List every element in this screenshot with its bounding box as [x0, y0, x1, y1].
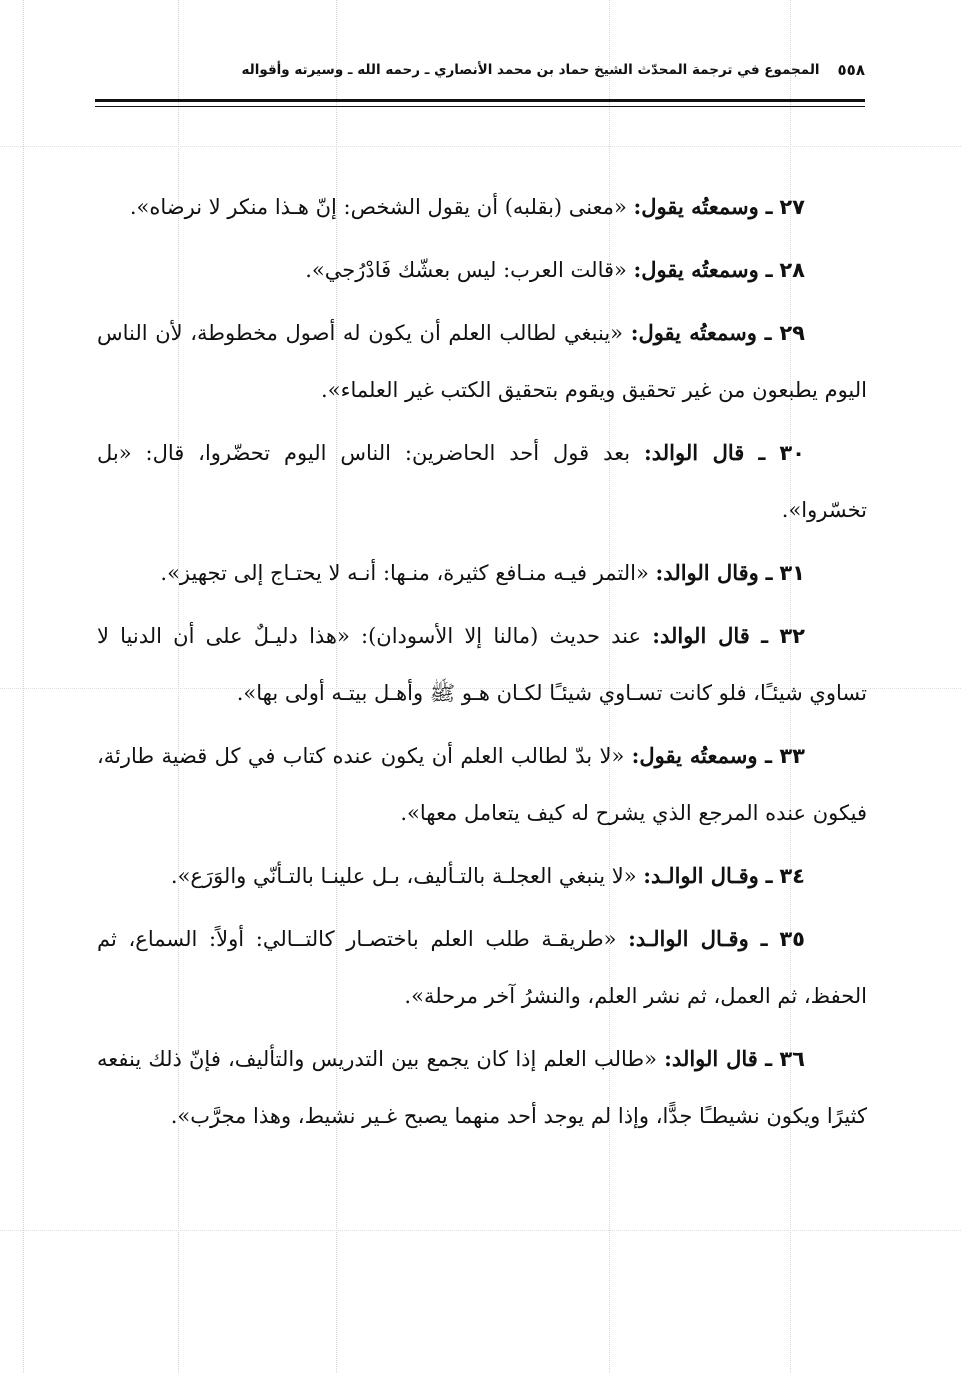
paragraph-number: ٢٨ — [779, 258, 805, 282]
page-number: ٥٥٨ — [837, 61, 865, 79]
paragraph-lead: وقـال الوالـد: — [628, 926, 749, 951]
paragraph-lead: وسمعتُه يقول: — [633, 257, 759, 282]
paragraph-dash: ـ — [758, 441, 766, 465]
page-body — [97, 178, 867, 1150]
paragraph-text: بعد قول أحد الحاضرين: الناس اليوم تحضّروا، قال: «بل تخسّروا». — [97, 441, 867, 522]
paragraph-text: «لا بدّ لطالب العلم أن يكون عنده كتاب في كل قضية طارئة، فيكون عنده المرجع الذي يشرح له كيف يتعامل معها». — [97, 744, 867, 825]
paragraph-text: «قالت العرب: ليس بعشّك فَادْرُجي». — [305, 258, 627, 282]
paragraph-lead: وسمعتُه يقول: — [630, 320, 757, 345]
paragraph-lead: وسمعتُه يقول: — [631, 743, 758, 768]
paragraph-lead: قال الوالد: — [643, 440, 745, 465]
paragraph-text: «معنى (بقلبه) أن يقول الشخص: إنّ هـذا منكر لا نرضاه». — [129, 195, 627, 219]
guide-line — [0, 1230, 961, 1231]
page-header — [190, 52, 865, 88]
paragraph-28 — [97, 241, 867, 299]
paragraph-text: «طالب العلم إذا كان يجمع بين التدريس والتأليف، فإنّ ذلك ينفعه كثيرًا ويكون نشيطـًا جدًّا، وإذا لم يوجد أحد منهما يصبح غـير نشيط، وهذا مجرَّب». — [97, 1047, 867, 1128]
paragraph-lead: وقـال الوالـد: — [643, 863, 759, 888]
paragraph-number: ٣٢ — [779, 624, 805, 648]
paragraph-number: ٢٩ — [779, 321, 805, 345]
paragraph-lead: وسمعتُه يقول: — [633, 194, 759, 219]
paragraph-36 — [97, 1030, 867, 1145]
paragraph-lead: قال الوالد: — [652, 623, 750, 648]
paragraph-dash: ـ — [760, 624, 769, 648]
paragraph-number: ٣٦ — [779, 1047, 805, 1071]
paragraph-text: «ينبغي لطالب العلم أن يكون له أصول مخطوطة، لأن الناس اليوم يطبعون من غير تحقيق ويقوم بتحقيق الكتب غير العلماء». — [97, 321, 867, 402]
paragraph-30 — [97, 424, 867, 539]
paragraph-number: ٢٧ — [779, 195, 805, 219]
header-rule-thin — [95, 106, 865, 107]
guide-line — [0, 146, 961, 147]
paragraph-dash: ـ — [760, 927, 768, 951]
paragraph-dash: ـ — [765, 864, 773, 888]
paragraph-31 — [97, 544, 867, 602]
paragraph-29 — [97, 304, 867, 419]
guide-line — [23, 0, 24, 1373]
paragraph-lead: وقال الوالد: — [655, 560, 759, 585]
paragraph-32 — [97, 607, 867, 722]
paragraph-number: ٣٥ — [779, 927, 805, 951]
paragraph-number: ٣١ — [779, 561, 805, 585]
paragraph-dash: ـ — [764, 321, 772, 345]
paragraph-35 — [97, 910, 867, 1025]
running-title: المجموع في ترجمة المحدّث الشيخ حماد بن محمد الأنصاري ـ رحمه الله ـ وسيرته وأقواله — [241, 62, 820, 78]
paragraph-dash: ـ — [765, 561, 773, 585]
paragraph-number: ٣٤ — [779, 864, 805, 888]
paragraph-dash: ـ — [765, 258, 773, 282]
paragraph-33 — [97, 727, 867, 842]
paragraph-text: عند حديث (مالنا إلا الأسودان): «هذا دليـلٌ على أن الدنيا لا تساوي شيئـًا، فلو كانت تسـاوي شيئـًا لكـان هـو ﷺ وأهـل بيتـه أولى بها». — [97, 624, 867, 705]
paragraph-34 — [97, 847, 867, 905]
paragraph-text: «طريقـة طلب العلم باختصـار كالتــالي: أولاً: السماع، ثم الحفظ، ثم العمل، ثم نشر العلم، والنشرُ آخر مرحلة». — [97, 927, 867, 1008]
paragraph-text: «التمر فيـه منـافع كثيرة، منـها: أنـه لا يحتـاج إلى تجهيز». — [160, 561, 649, 585]
paragraph-number: ٣٠ — [779, 441, 805, 465]
paragraph-lead: قال الوالد: — [664, 1046, 758, 1071]
paragraph-dash: ـ — [765, 195, 773, 219]
paragraph-dash: ـ — [764, 744, 773, 768]
paragraph-dash: ـ — [764, 1047, 773, 1071]
paragraph-text: «لا ينبغي العجلـة بالتـأليف، بـل علينـا بالتـأنّي والوَرَع». — [170, 864, 637, 888]
header-rule-thick — [95, 99, 865, 102]
paragraph-number: ٣٣ — [779, 744, 805, 768]
paragraph-27 — [97, 178, 867, 236]
